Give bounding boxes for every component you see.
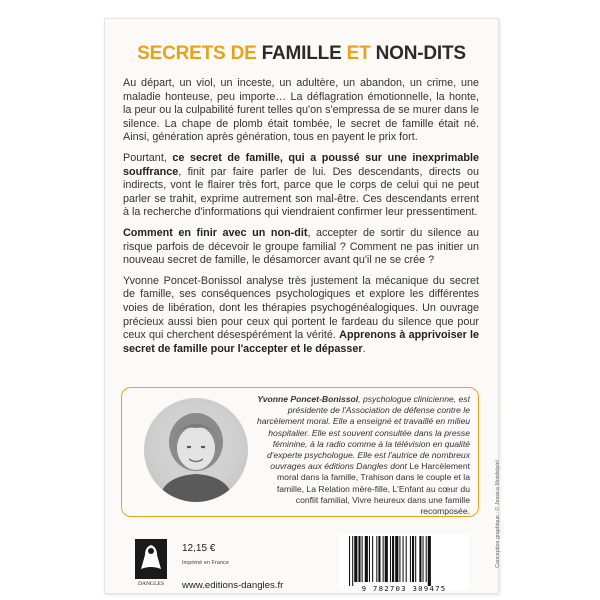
barcode-bar	[376, 536, 377, 582]
barcode-bar	[358, 536, 360, 582]
author-portrait-icon	[144, 398, 248, 502]
price: 12,15 €	[182, 543, 216, 554]
title-part-et: ET	[346, 43, 376, 64]
barcode-bar	[372, 536, 373, 582]
blurb-paragraph-1: Au départ, un viol, un inceste, un adultère, un abandon, un crime, une maladie honteuse, peu importe… La déflagration émotionnelle, la honte, la peur ou la culpabilité furent telles qu'on s'empressa de se murer dans le silence. La chape de plomb était tombée, le secret de famille était né. Ainsi, génération après génération, tous en payent le prix fort.	[123, 77, 479, 144]
p4-bold: Apprenons à apprivoiser le secret de famille pour l'accepter et le dépasser	[123, 329, 480, 355]
barcode-bar	[352, 536, 353, 586]
book-back-cover	[104, 18, 499, 594]
author-works: Le Harcèlement moral dans la famille, Trahison dans le couple et la famille, La Relation mère-fille, L'Enfant au cœur du conflit familial, Vivre heureux dans une famille recomposée.	[276, 461, 470, 517]
barcode-bar	[349, 536, 350, 586]
barcode-bar	[423, 536, 424, 582]
author-name: Yvonne Poncet-Bonissol	[257, 394, 359, 404]
author-photo	[144, 398, 248, 502]
p3-bold: Comment en finir avec un non-dit	[123, 226, 308, 239]
blurb	[123, 77, 479, 363]
barcode-bar	[354, 536, 357, 582]
barcode-bar	[410, 536, 411, 582]
printed-in: Imprimé en France	[182, 560, 229, 566]
author-bio-box	[121, 387, 479, 517]
p2-start: Pourtant,	[123, 151, 173, 164]
barcode-bar	[403, 536, 404, 582]
barcode-bar	[426, 536, 427, 582]
cover-title	[105, 43, 498, 65]
blurb-paragraph-3	[123, 227, 479, 268]
design-credits	[485, 439, 501, 589]
barcode-bar	[385, 536, 388, 582]
barcode-bar	[365, 536, 368, 582]
barcode-bar	[412, 536, 414, 582]
barcode-bar	[383, 536, 384, 582]
p3-end: , accepter de sortir du silence au risque parfois de décevoir le groupe familial ? Comment ne pas initier un nouveau secret de famille, le désamorcer avant qu'il ne se crée ?	[123, 226, 479, 267]
blurb-paragraph-4	[123, 275, 479, 357]
barcode-bar	[392, 536, 394, 582]
barcode	[339, 534, 469, 590]
barcode-bar	[378, 536, 380, 582]
p2-end: , finit par faire parler de lui. Des descendants, directs ou indirects, vont le flairer très fort, parce que le corps de celui qui ne peut parler se trahit, exprime autrement son mal-être. Ces descendants errent à la recherche d'informations qui viendraient confirmer leur pressentiment.	[123, 165, 479, 219]
credits-text: Conception graphique : © Jessica Moisfelpiel	[495, 460, 501, 568]
p4-start: Yvonne Poncet-Bonissol analyse très justement la mécanique du secret de famille, ses conséquences psychologiques et explore les différentes voies de libération, dont les thérapies psychogénéalogiques. Un ouvrage précieux aussi bien pour ceux qui portent le fardeau du silence que pour ceux qui cherchent désespérément la vérité.	[123, 274, 479, 342]
p2-bold: ce secret de famille, qui a poussé sur une inexprimable souffrance	[123, 151, 479, 178]
title-part-famille: FAMILLE	[261, 43, 347, 64]
barcode-bar	[428, 536, 431, 586]
logo-label: DANGLES	[137, 581, 165, 587]
barcode-bar	[399, 536, 400, 582]
blurb-paragraph-2	[123, 152, 479, 220]
barcode-bar	[362, 536, 363, 582]
barcode-bar	[415, 536, 416, 582]
author-bio	[256, 394, 470, 517]
title-part-secrets: SECRETS DE	[137, 43, 262, 64]
barcode-bar	[419, 536, 421, 582]
barcode-bar	[395, 536, 398, 582]
dangles-logo-icon	[135, 539, 167, 587]
barcode-bar	[390, 536, 391, 582]
barcode-bar	[406, 536, 407, 582]
author-bio-italic: , psychologue clinicienne, est présidente de l'Association de défense contre le harcèlement moral. Elle a enseigné et travaillé en milieu hospitalier. Elle est souvent consultée dans la presse féminine, à la radio comme à la télévision en qualité d'experte psychologue. Elle est l'autrice de nombreux ouvrages aux éditions Dangles dont	[256, 394, 470, 472]
barcode-bar	[369, 536, 370, 582]
p4-end: .	[362, 342, 366, 355]
publisher-website[interactable]: www.editions-dangles.fr	[182, 580, 284, 591]
isbn-number: 9 782703 309475	[361, 584, 447, 593]
title-part-non-dits: NON-DITS	[375, 43, 466, 64]
